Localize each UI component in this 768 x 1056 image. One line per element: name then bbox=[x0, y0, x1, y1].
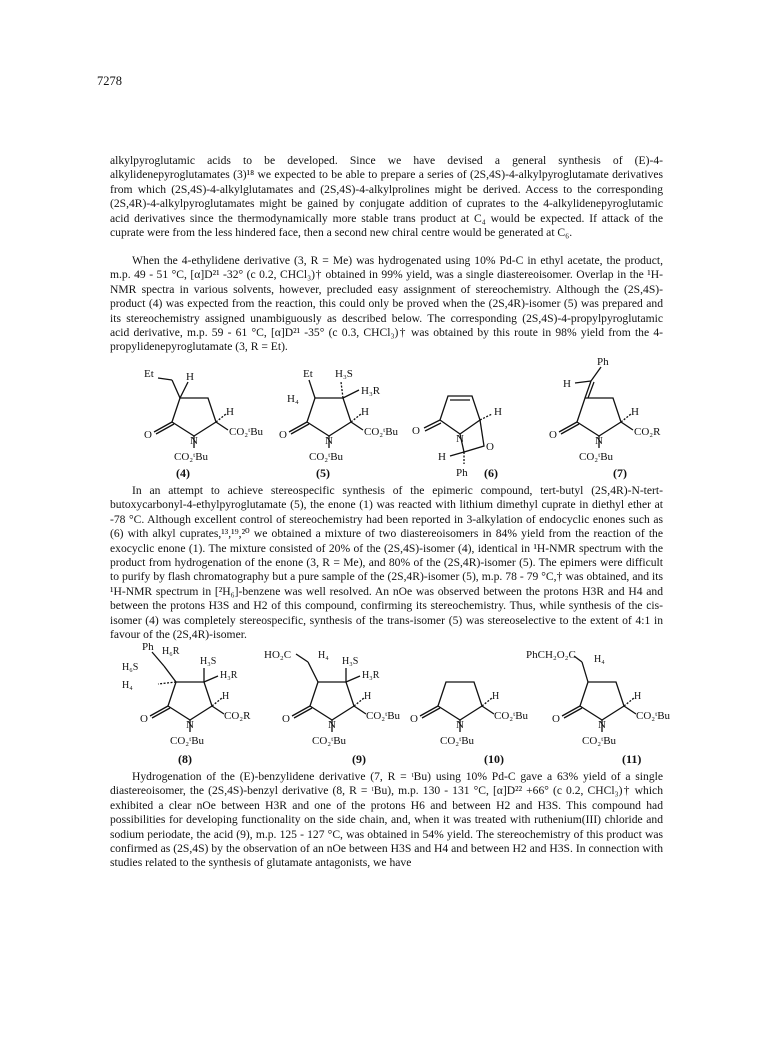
label-9: (9) bbox=[352, 752, 366, 766]
structure-10 bbox=[400, 640, 530, 760]
structure-8 bbox=[118, 640, 258, 760]
svg-text:CO₂ᵗBu: CO₂ᵗBu bbox=[364, 426, 399, 438]
svg-text:CO₂ᵗBu: CO₂ᵗBu bbox=[309, 451, 344, 463]
paragraph-2: When the 4-ethylidene derivative (3, R = Me) was hydrogenated using 10% Pd-C in ethyl acetate, the product, m.p. 49 - 51 °C, [α]D²¹ -32° (c 0.2, CHCl₃)† obtained in 99% yield, was a single diastereoisomer. Overlap in the ¹H-NMR spectra in various solvents, however, precluded easy assignment of stereochemistry. Although the (2S,4S)-product (4) was expected from the reaction, this could only be proved when the (2S,4R)-isomer (5) was prepared and its stereochemistry assigned unambiguously as described below. The corresponding (2S,4S)-4-propylpyroglutamic acid derivative, m.p. 59 - 61 °C, [α]D²¹ -35° (c 0.3, CHCl₃)† was obtained by this route in 98% yield from the 4-propylidenepyroglutamate (3, R = Et). bbox=[110, 254, 663, 354]
svg-text:H₄: H₄ bbox=[594, 654, 605, 665]
svg-text:H: H bbox=[364, 691, 372, 702]
svg-text:H₃R: H₃R bbox=[220, 670, 238, 681]
label-7: (7) bbox=[613, 466, 627, 480]
svg-text:CO₂R: CO₂R bbox=[224, 710, 251, 722]
svg-text:HO₂C: HO₂C bbox=[264, 649, 292, 661]
svg-text:H₆R: H₆R bbox=[162, 646, 180, 657]
label-8: (8) bbox=[178, 752, 192, 766]
label-11: (11) bbox=[622, 752, 642, 766]
svg-text:H: H bbox=[226, 406, 234, 418]
svg-text:O: O bbox=[412, 425, 420, 437]
svg-text:Ph: Ph bbox=[142, 641, 154, 653]
svg-text:CO₂ᵗBu: CO₂ᵗBu bbox=[312, 735, 347, 747]
svg-text:O: O bbox=[410, 713, 418, 725]
svg-text:O: O bbox=[486, 441, 494, 453]
svg-text:H₄: H₄ bbox=[122, 680, 133, 691]
svg-text:H: H bbox=[634, 691, 642, 702]
svg-text:Et: Et bbox=[303, 368, 313, 380]
svg-text:CO₂ᵗBu: CO₂ᵗBu bbox=[366, 710, 401, 722]
structure-11 bbox=[526, 640, 671, 760]
svg-text:N: N bbox=[595, 435, 603, 447]
svg-text:CO₂ᵗBu: CO₂ᵗBu bbox=[494, 710, 529, 722]
svg-text:H: H bbox=[563, 378, 571, 390]
svg-text:CO₂ᵗBu: CO₂ᵗBu bbox=[170, 735, 205, 747]
svg-text:N: N bbox=[325, 435, 333, 447]
structure-9 bbox=[260, 640, 400, 760]
svg-text:N: N bbox=[456, 433, 464, 445]
svg-text:N: N bbox=[456, 719, 464, 731]
svg-text:H: H bbox=[492, 691, 500, 702]
paragraph-4: Hydrogenation of the (E)-benzylidene derivative (7, R = ᵗBu) using 10% Pd-C gave a 63% yield of a single diastereoisomer, the (2S,4S)-benzyl derivative (8, R = ᵗBu), m.p. 130 - 131 °C, [α]D²² +66° (c 0.2, CHCl₃)† which exhibited a clear nOe between H3R and one of the protons H6 and between H2 and H3S. This compound had possibilities for developing functionality on the side chain, and, when it was treated with ruthenium(III) chloride and sodium periodate, the acid (9), m.p. 125 - 127 °C, was obtained in 54% yield. The stereochemistry of this product was confirmed as (2S,4S) by the observation of an nOe between H3S and H4 and between H2 and H3S. In connection with studies related to the synthesis of glutamate antagonists, we have bbox=[110, 770, 663, 870]
svg-text:H₃R: H₃R bbox=[361, 385, 381, 397]
svg-text:CO₂ᵗBu: CO₂ᵗBu bbox=[174, 451, 209, 463]
svg-text:CO₂R: CO₂R bbox=[634, 426, 661, 438]
svg-text:Ph: Ph bbox=[597, 356, 609, 368]
label-6: (6) bbox=[484, 466, 498, 480]
svg-text:H₃S: H₃S bbox=[200, 656, 217, 667]
svg-text:H: H bbox=[631, 406, 639, 418]
svg-text:O: O bbox=[282, 713, 290, 725]
label-5: (5) bbox=[316, 466, 330, 480]
svg-text:H: H bbox=[438, 451, 446, 463]
paragraph-1: alkylpyroglutamic acids to be developed. Since we have devised a general synthesis of (E)-4-alkylidenepyroglutamates (3)¹⁸ we expected to be able to prepare a series of (2S,4S)-4-alkylpyroglutamate derivatives from which (2S,4S)-4-alkylglutamates and (2S,4S)-4-alkylprolines might be derived. Access to the corresponding (2S,4R)-4-alkylpyroglutamates might be gained by conjugate addition of cuprates to the 4-alkylidenepyroglutamic acid derivatives since the thermodynamically more stable trans product at C₄ would be expected. If attack of the cuprate were from the less hindered face, then a second new chiral centre would be generated at C₆. bbox=[110, 154, 663, 240]
svg-text:O: O bbox=[279, 429, 287, 441]
svg-text:O: O bbox=[144, 429, 152, 441]
svg-text:CO₂ᵗBu: CO₂ᵗBu bbox=[229, 426, 264, 438]
label-4: (4) bbox=[176, 466, 190, 480]
svg-text:CO₂ᵗBu: CO₂ᵗBu bbox=[582, 735, 617, 747]
paragraph-3: In an attempt to achieve stereospecific synthesis of the epimeric compound, tert-butyl (2S,4R)-N-tert-butoxycarbonyl-4-ethylpyroglutamate (5), the enone (1) was reacted with lithium dimethyl cuprate in diethyl ether at -78 °C. Although excellent control of stereochemistry had been reported in 3-alkylation of endocyclic enones such as (6) with alkyl cuprates,¹³,¹⁹,²⁰ we obtained a mixture of two diastereoisomers in 84% yield from the reaction of the exocyclic enone (1). The mixture consisted of 20% of the (2S,4S)-isomer (4), identical in ¹H-NMR spectrum with the product from hydrogenation of the enone (3, R = Me), and 80% of the (2S,4R)-isomer (5). The epimers were difficult to purify by flash chromatography but a pure sample of the (2S,4R)-isomer (5), m.p. 78 - 79 °C,† was obtained, and its ¹H-NMR spectrum in [²H₆]-benzene was well resolved. An nOe was observed between the protons H3R and H4 and between the protons H3S and H2 of this compound, confirming its stereochemistry. Thus, while synthesis of the cis-isomer (4) was completely stereospecific, synthesis of the trans-isomer (5) was stereoselective to the extent of 4:1 in favour of the (2S,4R)-isomer. bbox=[110, 484, 663, 642]
page-number: 7278 bbox=[97, 74, 122, 88]
svg-text:N: N bbox=[328, 719, 336, 731]
svg-text:H₆S: H₆S bbox=[122, 662, 139, 673]
svg-text:N: N bbox=[598, 719, 606, 731]
svg-text:H₃S: H₃S bbox=[342, 656, 359, 667]
structure-4-substituent: Et bbox=[144, 368, 154, 380]
svg-text:CO₂ᵗBu: CO₂ᵗBu bbox=[440, 735, 475, 747]
svg-text:O: O bbox=[549, 429, 557, 441]
structure-7 bbox=[535, 355, 665, 475]
svg-text:N: N bbox=[186, 719, 194, 731]
svg-text:H: H bbox=[494, 406, 502, 418]
svg-text:CO₂ᵗBu: CO₂ᵗBu bbox=[636, 710, 671, 722]
svg-text:O: O bbox=[552, 713, 560, 725]
structure-4 bbox=[130, 360, 264, 475]
label-10: (10) bbox=[484, 752, 504, 766]
svg-text:H: H bbox=[186, 371, 194, 383]
svg-text:H₃S: H₃S bbox=[335, 368, 353, 380]
svg-text:CO₂ᵗBu: CO₂ᵗBu bbox=[579, 451, 614, 463]
svg-text:N: N bbox=[190, 435, 198, 447]
svg-text:H₄: H₄ bbox=[287, 393, 299, 405]
svg-text:H: H bbox=[222, 691, 230, 702]
svg-text:H₄: H₄ bbox=[318, 650, 329, 661]
svg-text:H: H bbox=[361, 406, 369, 418]
svg-text:Ph: Ph bbox=[456, 467, 468, 479]
svg-text:O: O bbox=[140, 713, 148, 725]
svg-text:H₃R: H₃R bbox=[362, 670, 380, 681]
svg-text:PhCH₂O₂C: PhCH₂O₂C bbox=[526, 649, 576, 661]
structure-5 bbox=[265, 360, 405, 475]
structure-6 bbox=[408, 360, 518, 479]
